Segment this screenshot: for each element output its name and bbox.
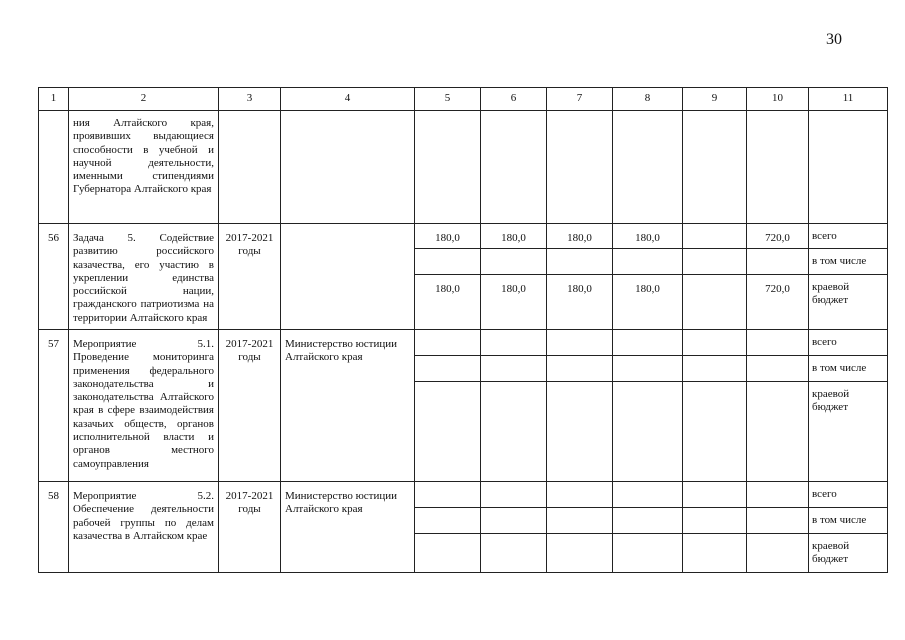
col-header-10: 10 [747,88,809,111]
years-cell: 2017-2021 годы [219,482,281,573]
funding-source: в том числе [809,356,888,382]
value-cell [683,508,747,534]
table-row-56 [39,224,888,249]
executor-cell: Министерство юстиции Алтайского края [281,482,415,573]
page-number: 30 [826,31,842,48]
value-cell [613,249,683,275]
value-cell [613,330,683,356]
value-cell [547,482,613,508]
value-cell [415,382,481,482]
col-header-9: 9 [683,88,747,111]
value-cell [747,249,809,275]
value-cell: 720,0 [747,224,809,249]
row-number: 56 [39,224,69,330]
executor-cell [281,224,415,330]
table-row-57 [39,330,888,356]
value-cell [547,330,613,356]
value-cell [683,534,747,573]
value-cell [613,382,683,482]
col-header-3: 3 [219,88,281,111]
value-cell [547,382,613,482]
value-cell [747,482,809,508]
value-cell [415,482,481,508]
value-cell [415,249,481,275]
value-cell [683,382,747,482]
program-table [38,87,888,573]
funding-source: всего [809,482,888,508]
header-row [39,88,888,111]
value-cell: 180,0 [613,224,683,249]
value-cell: 180,0 [547,224,613,249]
value-cell [747,382,809,482]
col-header-1: 1 [39,88,69,111]
value-cell [481,508,547,534]
value-cell [683,275,747,330]
value-cell [547,508,613,534]
value-cell [613,534,683,573]
value-cell [747,330,809,356]
col-header-2: 2 [69,88,219,111]
col-header-7: 7 [547,88,613,111]
value-cell [415,534,481,573]
value-cell [747,534,809,573]
funding-source: в том числе [809,508,888,534]
value-cell [683,356,747,382]
task-name: Мероприятие 5.2. Обеспечение деятельности рабочей группы по делам казачества в Алтайском крае [69,482,219,573]
value-cell [481,249,547,275]
value-cell [683,249,747,275]
value-cell [683,224,747,249]
value-cell [613,482,683,508]
value-cell: 180,0 [547,275,613,330]
funding-source: всего [809,224,888,249]
value-cell: 180,0 [613,275,683,330]
value-cell [481,356,547,382]
task-name: Мероприятие 5.1. Проведение мониторинга применения федерального законодательства и законодательства Алтайского края в сфере взаимодействия казачьих обществ, органов исполнительной власти и органов местного самоуправления [69,330,219,482]
table-row-58 [39,482,888,508]
continued-name-cell: ния Алтайского края, проявивших выдающиеся способности в учебной и научной деятельности, именными стипендиями Губернатора Алтайского края [69,111,219,224]
value-cell [613,356,683,382]
value-cell [481,330,547,356]
value-cell [481,534,547,573]
value-cell [613,508,683,534]
value-cell [547,534,613,573]
col-header-8: 8 [613,88,683,111]
funding-source: краевой бюджет [809,534,888,573]
funding-source: краевой бюджет [809,382,888,482]
row-number: 58 [39,482,69,573]
value-cell: 180,0 [415,224,481,249]
funding-source: всего [809,330,888,356]
value-cell [683,482,747,508]
value-cell: 180,0 [481,224,547,249]
value-cell [683,330,747,356]
value-cell: 180,0 [415,275,481,330]
value-cell: 180,0 [481,275,547,330]
value-cell [747,356,809,382]
value-cell [481,482,547,508]
col-header-6: 6 [481,88,547,111]
value-cell [747,508,809,534]
value-cell [415,330,481,356]
col-header-11: 11 [809,88,888,111]
value-cell [415,356,481,382]
value-cell: 720,0 [747,275,809,330]
years-cell: 2017-2021 годы [219,224,281,330]
funding-source: в том числе [809,249,888,275]
task-name: Задача 5. Содействие развитию российского казачества, его участию в укреплении единства российской нации, гражданского патриотизма на территории Алтайского края [69,224,219,330]
table-row-continuation [39,111,888,224]
value-cell [415,508,481,534]
value-cell [547,356,613,382]
row-number: 57 [39,330,69,482]
col-header-4: 4 [281,88,415,111]
value-cell [547,249,613,275]
funding-source: краевой бюджет [809,275,888,330]
executor-cell: Министерство юстиции Алтайского края [281,330,415,482]
value-cell [481,382,547,482]
col-header-5: 5 [415,88,481,111]
years-cell: 2017-2021 годы [219,330,281,482]
